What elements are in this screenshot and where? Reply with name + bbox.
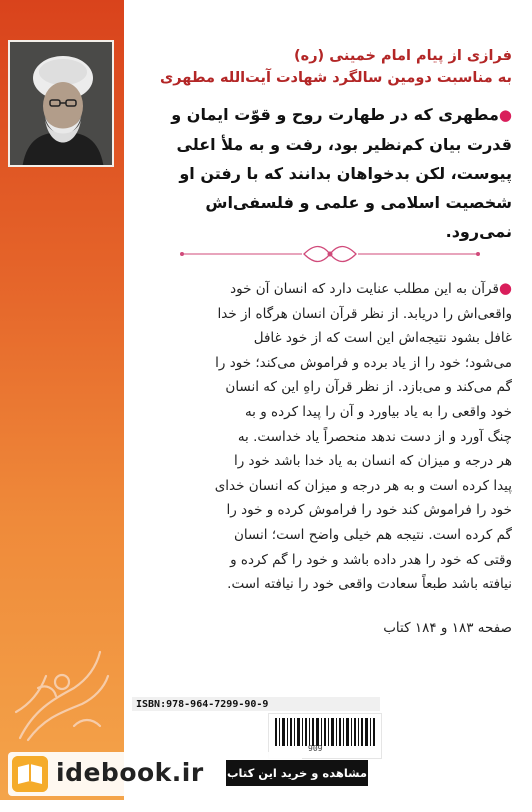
quote2-line-10: خود را فراموش کند خود را فراموش کرده و خود را — [226, 502, 512, 519]
content-area — [136, 0, 524, 800]
quote-quran-passage — [140, 276, 512, 597]
quote-khomeini — [140, 100, 512, 246]
portrait-image — [10, 42, 114, 167]
quote2-line-12: وقتی که خود را هدر داده باشد و خود را گم کرده و — [230, 551, 512, 568]
watermark-label[interactable]: مشاهده و خرید این کتاب در: — [226, 760, 368, 786]
quote-source: صفحه ۱۸۳ و ۱۸۴ کتاب — [383, 620, 512, 636]
header-title-line2: به مناسبت دومین سالگرد شهادت آیت‌الله مطهری — [159, 70, 512, 86]
book-logo-icon — [12, 756, 48, 792]
quote1-bullet-icon: ● — [498, 106, 512, 124]
watermark-site-name[interactable]: idebook.ir — [56, 758, 204, 787]
author-portrait — [8, 40, 114, 167]
quote2-line-7: چنگ آورد و از دست ندهد منحصراً یاد خداست. به — [237, 428, 512, 445]
quote1-line-4: شخصیت اسلامی و علمی و فلسفی‌اش نمی‌رود. — [205, 193, 512, 241]
quote2-line-5: گم می‌کند و می‌بازد. از نظر قرآن راهِ این که انسان — [225, 379, 512, 396]
quote2-line-9: پیدا کرده است و به هر درجه و میزان که انسان خدای — [214, 477, 512, 494]
quote2-line-2: واقعی‌اش را دریابد. از نظر قرآن انسان هرگاه از خدا — [217, 305, 512, 322]
header-title-line1: فرازی از پیام امام خمینی (ره) — [294, 48, 512, 64]
isbn-label: ISBN:978-964-7299-90-9 — [136, 699, 269, 710]
quote2-line-13: نیافته باشد طبعاً سعادت واقعی خود را نیافته است. — [227, 576, 512, 593]
calligraphy-ornament — [4, 640, 116, 750]
quote1-line-1: ●مطهری که در طهارت روح و قوّت ایمان و — [171, 105, 512, 124]
quote2-line-6: خود واقعی را به یاد بیاورد و آن را پیدا کرده و به — [244, 403, 512, 420]
quote2-line-3: غافل بشود نتیجه‌اش این است که از خود غافل — [253, 330, 512, 347]
quote2-line-8: هر درجه و میزان که انسان به یاد خدا باشد خود را — [234, 453, 512, 470]
quote1-line-3: پیوست، لکن بدخواهان بدانند که با رفتن او — [179, 164, 512, 183]
barcode-number: 909 — [308, 744, 323, 753]
quote2-line-11: گم کرده است. نتیجه هم خیلی واضح است؛ انسان — [233, 526, 512, 543]
quote1-line-2: قدرت بیان کم‌نظیر بود، رفت و به ملأ اعلی — [176, 135, 512, 154]
ornamental-divider — [174, 242, 486, 266]
quote2-line-4: می‌شود؛ خود را از یاد برده و فراموش می‌کند؛ خود را — [215, 354, 512, 371]
quote2-bullet-icon: ● — [498, 279, 512, 297]
quote2-line-1: ●قرآن به این مطلب عنایت دارد که انسان آن خود — [230, 279, 512, 297]
